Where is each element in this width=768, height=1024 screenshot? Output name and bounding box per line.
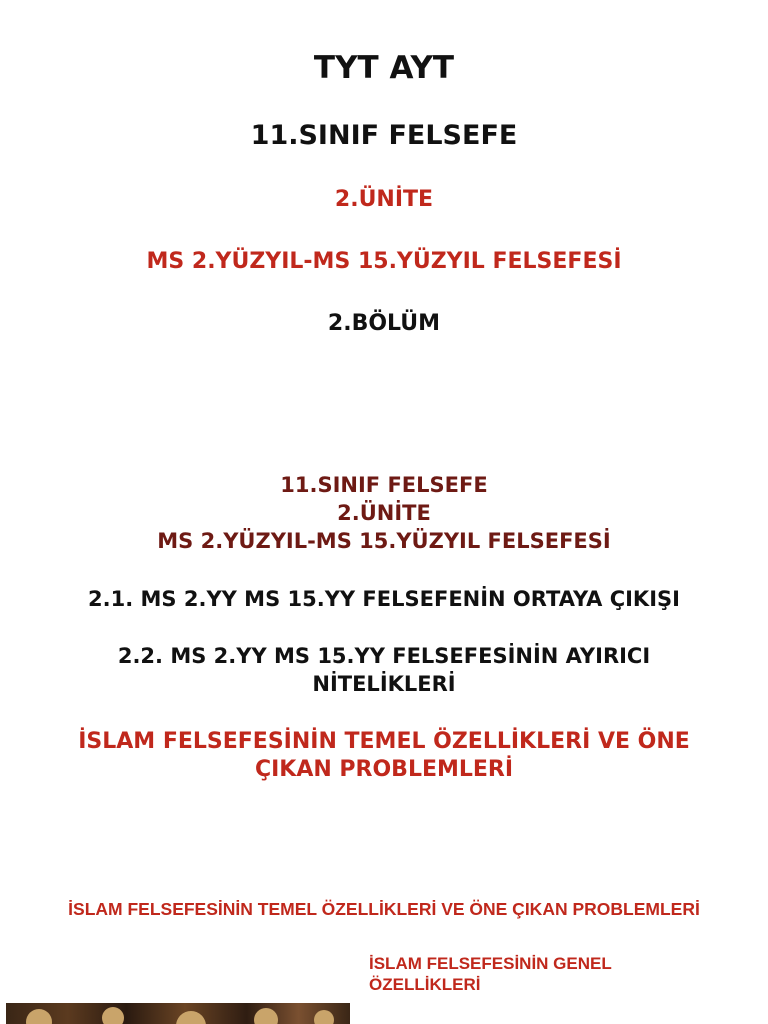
class-subject-title: 11.SINIF FELSEFE: [250, 120, 518, 151]
contents-period: MS 2.YÜZYIL-MS 15.YÜZYIL FELSEFESİ: [157, 529, 611, 553]
contents-unit: 2.ÜNİTE: [337, 501, 431, 525]
photo-detail: [254, 1008, 278, 1024]
side-heading: İSLAM FELSEFESİNİN GENEL ÖZELLİKLERİ: [369, 954, 612, 994]
unit-title: 2.ÜNİTE: [334, 187, 434, 212]
contents-item-2-line-1: 2.2. MS 2.YY MS 15.YY FELSEFESİNİN AYIRICI: [117, 644, 651, 668]
photo-detail: [102, 1007, 124, 1024]
contents-item-1: 2.1. MS 2.YY MS 15.YY FELSEFENİN ORTAYA ÇIKIŞI: [88, 587, 680, 611]
photo-detail: [26, 1009, 52, 1024]
period-title: MS 2.YÜZYIL-MS 15.YÜZYIL FELSEFESİ: [146, 249, 622, 274]
section-banner-heading: İSLAM FELSEFESİNİN TEMEL ÖZELLİKLERİ VE ÖNE ÇIKAN PROBLEMLERİ: [68, 899, 700, 919]
illustration-image: [6, 1003, 350, 1024]
page-title: TYT AYT: [313, 50, 455, 86]
photo-detail: [176, 1011, 206, 1024]
islam-heading-line-2: ÇIKAN PROBLEMLERİ: [254, 757, 514, 782]
section-title: 2.BÖLÜM: [327, 311, 441, 336]
photo-detail: [314, 1010, 334, 1024]
contents-class-subject: 11.SINIF FELSEFE: [280, 473, 488, 497]
contents-item-2-line-2: NİTELİKLERİ: [312, 672, 456, 696]
islam-heading-line-1: İSLAM FELSEFESİNİN TEMEL ÖZELLİKLERİ VE ÖNE: [78, 729, 690, 754]
body-text-cutoff: [369, 1019, 699, 1024]
